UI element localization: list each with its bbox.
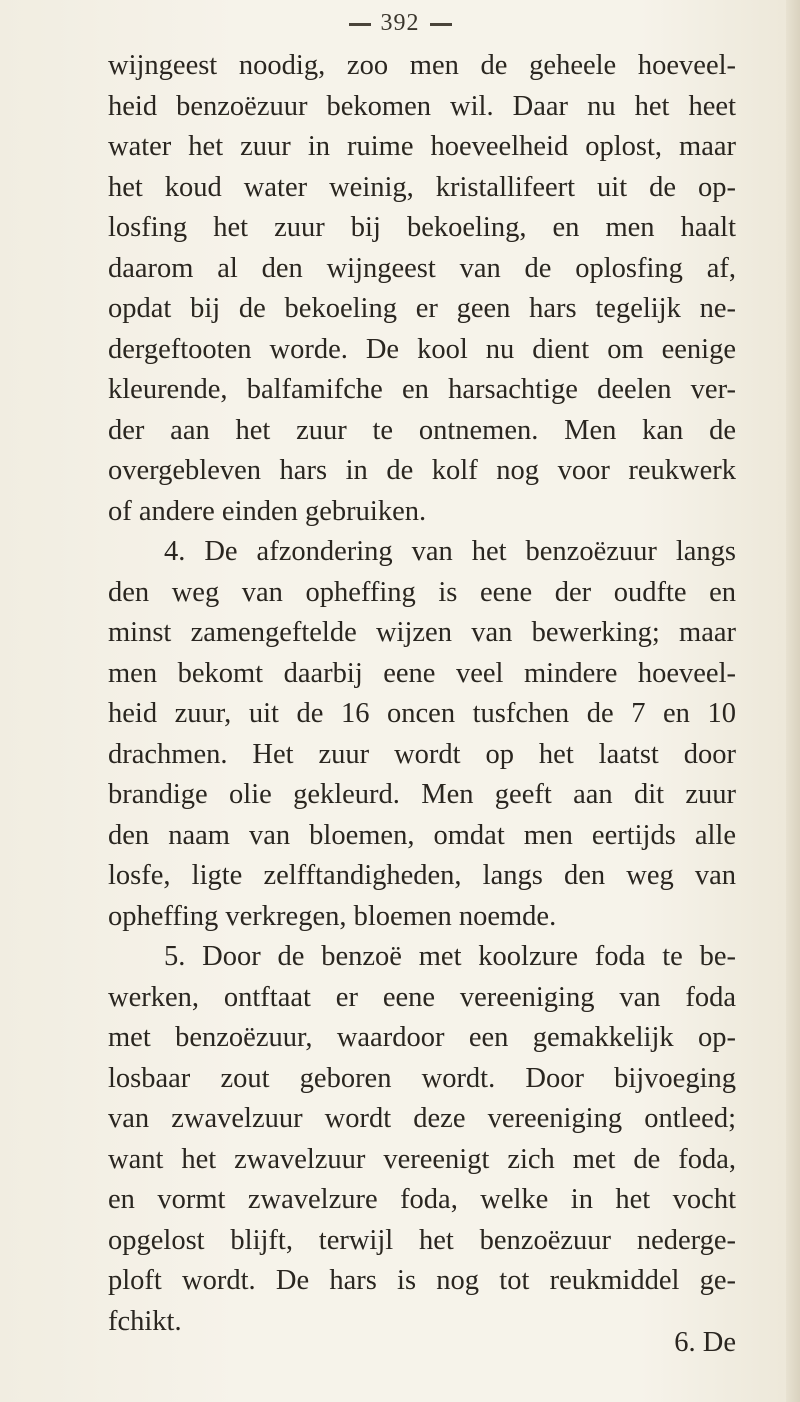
text-line: ploft wordt. De hars is nog tot reukmiddel ge- bbox=[108, 1265, 736, 1296]
page-number: 392 bbox=[380, 10, 420, 36]
header-ornament-left bbox=[349, 23, 371, 26]
text-line: van zwavelzuur wordt deze vereeniging ontleed; bbox=[108, 1103, 736, 1134]
text-line: 5. Door de benzoë met koolzure foda te be- bbox=[164, 941, 736, 972]
text-line: en vormt zwavelzure foda, welke in het vocht bbox=[108, 1184, 736, 1215]
header-ornament-right bbox=[430, 23, 452, 26]
text-line: dergeftooten worde. De kool nu dient om eenige bbox=[108, 333, 736, 365]
text-line: opgelost blijft, terwijl het benzoëzuur nederge- bbox=[108, 1224, 736, 1256]
text-line: losbaar zout geboren wordt. Door bijvoeging bbox=[108, 1062, 736, 1094]
page-header bbox=[0, 10, 800, 37]
text-line: of andere einden gebruiken. bbox=[108, 495, 427, 527]
text-line: het koud water weinig, kristallifeert uit de op- bbox=[108, 171, 736, 203]
text-line: heid zuur, uit de 16 oncen tusfchen de 7 en 10 bbox=[108, 698, 736, 729]
text-line: met benzoëzuur, waardoor een gemakkelijk op- bbox=[108, 1022, 736, 1053]
text-line: heid benzoëzuur bekomen wil. Daar nu het heet bbox=[108, 90, 736, 122]
text-line: overgebleven hars in de kolf nog voor reukwerk bbox=[108, 455, 736, 486]
text-line: brandige olie gekleurd. Men geeft aan dit zuur bbox=[108, 779, 736, 810]
text-line: den weg van opheffing is eene der oudfte en bbox=[108, 576, 736, 608]
text-line: drachmen. Het zuur wordt op het laatst door bbox=[108, 738, 736, 770]
text-line: kleurende, balfamifche en harsachtige deelen ver- bbox=[108, 374, 736, 405]
catchword: 6. De bbox=[674, 1327, 736, 1358]
text-line: fchikt. bbox=[108, 1305, 182, 1337]
text-line: men bekomt daarbij eene veel mindere hoeveel- bbox=[108, 657, 736, 689]
text-line: den naam van bloemen, omdat men eertijds alle bbox=[108, 819, 736, 851]
text-line: want het zwavelzuur vereenigt zich met de foda, bbox=[108, 1143, 736, 1175]
text-line: der aan het zuur te ontnemen. Men kan de bbox=[108, 414, 736, 446]
text-line: losfe, ligte zelfftandigheden, langs den weg van bbox=[108, 860, 736, 891]
text-line: opdat bij de bekoeling er geen hars tegelijk ne- bbox=[108, 293, 736, 324]
text-line: daarom al den wijngeest van de oplosfing af, bbox=[108, 252, 736, 284]
text-line: minst zamengeftelde wijzen van bewerking; maar bbox=[108, 617, 736, 648]
text-line: werken, ontftaat er eene vereeniging van foda bbox=[108, 981, 736, 1013]
text-line: losfing het zuur bij bekoeling, en men haalt bbox=[108, 212, 736, 243]
page-edge bbox=[786, 0, 800, 1402]
text-line: opheffing verkregen, bloemen noemde. bbox=[108, 900, 557, 932]
text-line: 4. De afzondering van het benzoëzuur langs bbox=[164, 536, 736, 567]
text-line: wijngeest noodig, zoo men de geheele hoeveel- bbox=[108, 50, 736, 81]
body-text bbox=[108, 46, 736, 1342]
text-line: water het zuur in ruime hoeveelheid oplost, maar bbox=[108, 131, 736, 162]
